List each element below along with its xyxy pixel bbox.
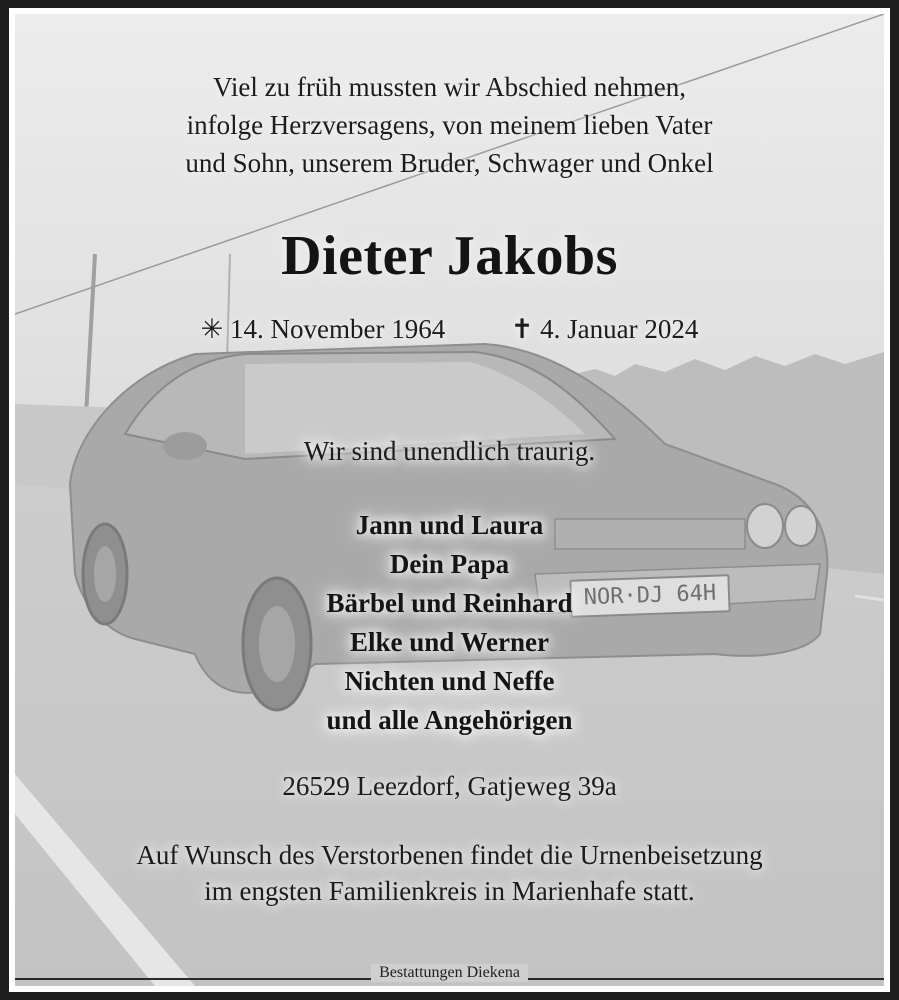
deceased-name: Dieter Jakobs xyxy=(281,225,618,287)
mourner: Jann und Laura xyxy=(355,510,544,540)
mourner: Elke und Werner xyxy=(349,627,550,657)
closing-text xyxy=(15,837,884,909)
mourner: Nichten und Neffe xyxy=(344,666,555,696)
address: 26529 Leezdorf, Gatjeweg 39a xyxy=(282,771,617,801)
birth-star-icon: ✳ xyxy=(200,314,224,344)
intro-text xyxy=(15,68,884,182)
notice-text xyxy=(15,14,884,986)
life-dates xyxy=(15,314,884,345)
mourners-list xyxy=(15,506,884,740)
intro-line: Viel zu früh mussten wir Abschied nehmen, xyxy=(212,72,687,102)
footer xyxy=(15,964,884,986)
license-plate: NOR·DJ 64H xyxy=(569,574,730,618)
funeral-home-label: Bestattungen Diekena xyxy=(371,964,528,982)
intro-line: infolge Herzversagens, von meinem lieben Vater xyxy=(186,110,713,140)
mourning-line: Wir sind unendlich traurig. xyxy=(303,436,596,466)
intro-line: und Sohn, unserem Bruder, Schwager und Onkel xyxy=(185,148,714,178)
photo-panel xyxy=(15,14,884,986)
death-date: 4. Januar 2024 xyxy=(540,314,699,344)
death-cross-icon: ✝ xyxy=(510,314,534,344)
mourner: Dein Papa xyxy=(389,549,510,579)
closing-line: im engsten Familienkreis in Marienhafe statt. xyxy=(204,876,695,906)
birth-date: 14. November 1964 xyxy=(230,314,446,344)
mourner: Bärbel und Reinhard xyxy=(326,588,573,618)
notice-frame xyxy=(9,8,890,992)
closing-line: Auf Wunsch des Verstorbenen findet die Urnenbeisetzung xyxy=(136,840,763,870)
mourner: und alle Angehörigen xyxy=(326,705,573,735)
